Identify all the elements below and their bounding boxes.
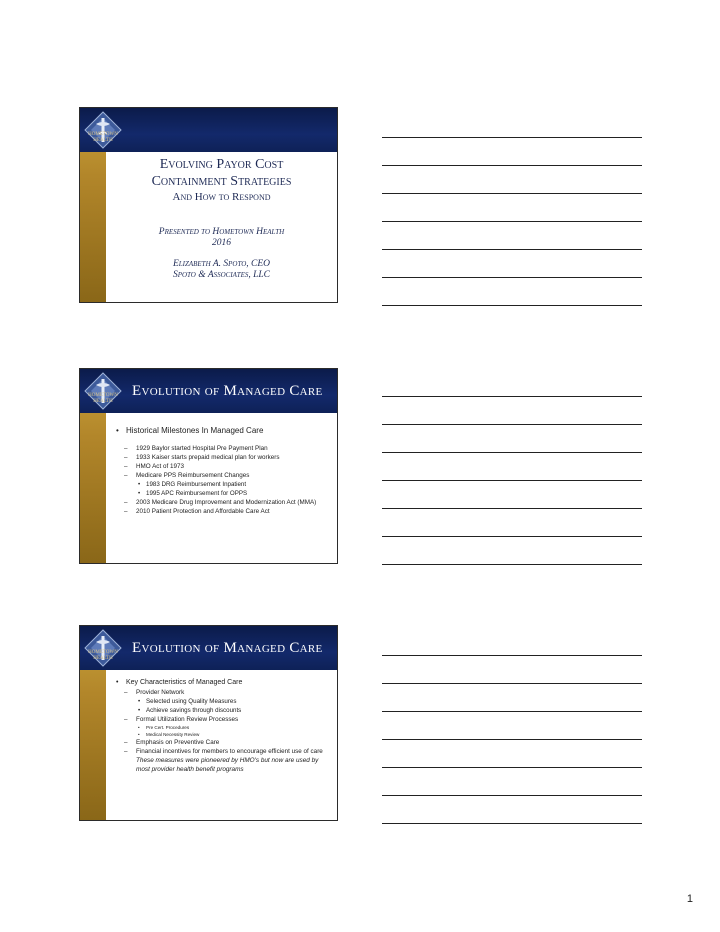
title-block xyxy=(106,156,337,281)
bullet-level-1: – Financial incentives for members to encourage efficient use of care xyxy=(124,747,329,756)
note-line xyxy=(382,277,642,278)
presentation-subtitle: And How to Respond xyxy=(172,191,271,203)
bullet-level-3: • Medical Necessity Review xyxy=(138,731,329,738)
author-company: Spoto & Associates, LLC xyxy=(172,270,271,280)
svg-text:HEALTH: HEALTH xyxy=(93,399,113,404)
note-line xyxy=(382,739,642,740)
note-line xyxy=(382,452,642,453)
slide-title: Evolution of Managed Care xyxy=(132,383,323,399)
presentation-title-line: Evolving Payor Cost xyxy=(159,157,284,172)
note-line xyxy=(382,683,642,684)
bullet-level-1: – HMO Act of 1973 xyxy=(124,462,329,471)
note-line xyxy=(382,655,642,656)
note-line xyxy=(382,424,642,425)
bullet-level-1: – Formal Utilization Review Processes xyxy=(124,715,329,724)
slide-body xyxy=(106,670,337,820)
bullet-list xyxy=(114,425,329,516)
svg-text:HOMETOWN: HOMETOWN xyxy=(88,650,118,655)
note-line xyxy=(382,221,642,222)
note-line xyxy=(382,508,642,509)
svg-text:HOMETOWN: HOMETOWN xyxy=(88,393,118,398)
slide-2 xyxy=(79,368,338,564)
bullet-level-2: • Selected using Quality Measures xyxy=(138,697,329,706)
bullet-level-1: – 1929 Baylor started Hospital Pre Payment Plan xyxy=(124,444,329,453)
bullet-level-0: • Key Characteristics of Managed Care xyxy=(114,678,329,688)
slide-3 xyxy=(79,625,338,821)
note-line xyxy=(382,767,642,768)
slide-note: These measures were pioneered by HMO's but now are used by most provider health benefit programs xyxy=(136,757,319,773)
bullet-level-1: – 2003 Medicare Drug Improvement and Modernization Act (MMA) xyxy=(124,498,329,507)
svg-text:HEALTH: HEALTH xyxy=(93,656,113,661)
bullet-level-3: • Pre Cert. Procedures xyxy=(138,724,329,731)
bullet-list xyxy=(114,678,329,774)
note-line xyxy=(382,564,642,565)
note-line xyxy=(382,396,642,397)
bullet-level-2: • Achieve savings through discounts xyxy=(138,706,329,715)
presented-year: 2016 xyxy=(212,238,231,248)
note-line xyxy=(382,480,642,481)
note-line xyxy=(382,249,642,250)
bullet-level-1: – Emphasis on Preventive Care xyxy=(124,738,329,747)
note-line xyxy=(382,137,642,138)
note-line xyxy=(382,165,642,166)
slide-title: Evolution of Managed Care xyxy=(132,640,323,656)
author-name: Elizabeth A. Spoto, CEO xyxy=(172,259,271,269)
note-line xyxy=(382,536,642,537)
note-line xyxy=(382,795,642,796)
slide-body xyxy=(106,413,337,563)
note-line xyxy=(382,823,642,824)
presented-to-line: Presented to Hometown Health xyxy=(158,227,285,237)
svg-text:HOMETOWN: HOMETOWN xyxy=(88,132,118,137)
bullet-level-2: • 1995 APC Reimbursement for OPPS xyxy=(138,489,329,498)
hometown-health-logo-icon xyxy=(81,110,125,150)
bullet-level-1: – Medicare PPS Reimbursement Changes xyxy=(124,471,329,480)
note-line xyxy=(382,711,642,712)
bullet-level-1: – Provider Network xyxy=(124,688,329,697)
bullet-level-1: – 2010 Patient Protection and Affordable Care Act xyxy=(124,507,329,516)
slide-1 xyxy=(79,107,338,303)
presentation-title-line: Containment Strategies xyxy=(151,174,292,189)
note-line xyxy=(382,305,642,306)
bullet-level-0: • Historical Milestones In Managed Care xyxy=(114,425,329,436)
page-number: 1 xyxy=(686,893,693,905)
bullet-level-1: – 1933 Kaiser starts prepaid medical plan for workers xyxy=(124,453,329,462)
hometown-health-logo-icon xyxy=(81,628,125,668)
svg-text:HEALTH: HEALTH xyxy=(93,138,113,143)
hometown-health-logo-icon xyxy=(81,371,125,411)
note-line xyxy=(382,193,642,194)
bullet-level-2: • 1983 DRG Reimbursement Inpatient xyxy=(138,480,329,489)
